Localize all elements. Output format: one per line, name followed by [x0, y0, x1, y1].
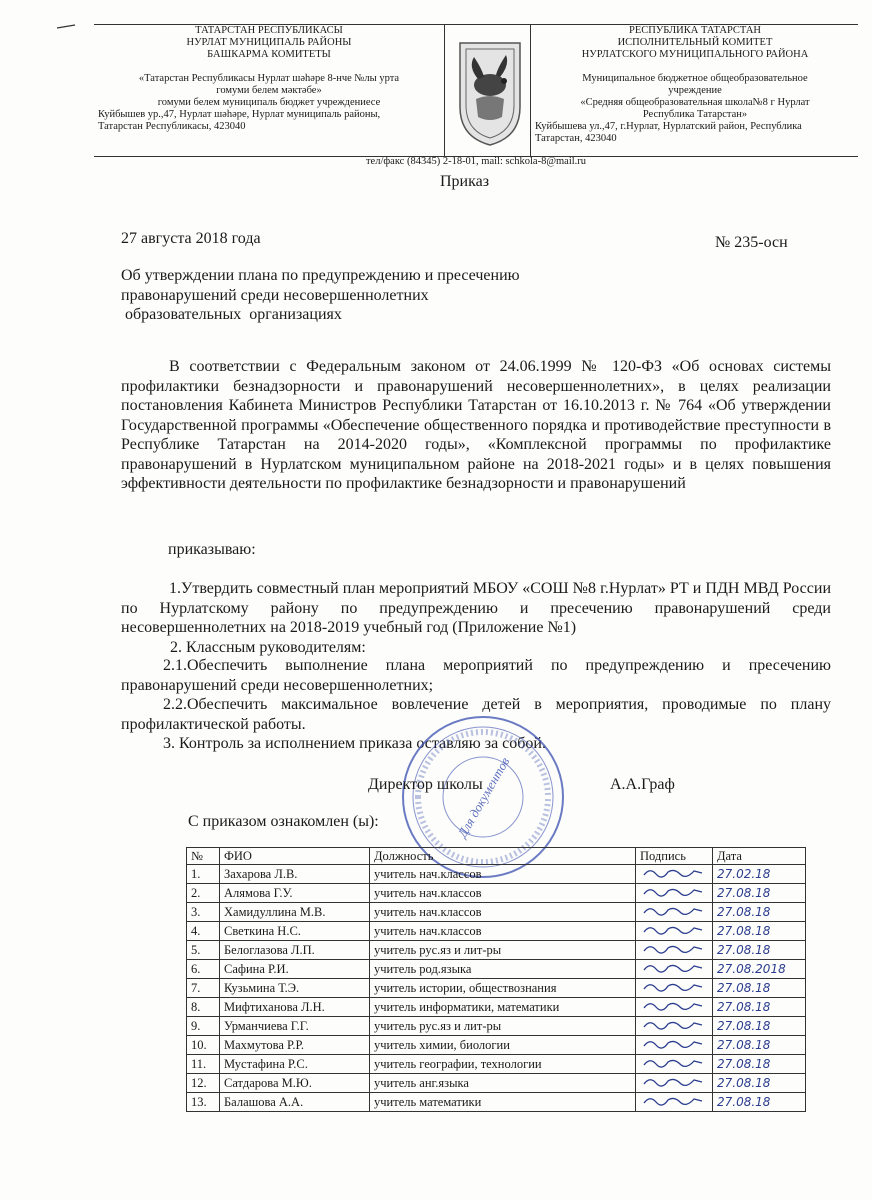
table-row [187, 922, 806, 941]
item-2-2: 2.2.Обеспечить максимальное вовлечение детей в мероприятия, проводимые по плану профилактической работы. [121, 696, 831, 733]
document-title: Приказ [440, 173, 490, 190]
preamble-paragraph: В соответствии с Федеральным законом от 24.06.1999 № 120-ФЗ «Об основах системы профилактики безнадзорности и правонарушений несовершеннолетних», в целях реализации постановления Кабинета Министров Республики Татарстан от 16.10.2013 г. № 764 «Об утверждении Государственной программы «Обеспечение общественного порядка и противодействие преступности в Республике Татарстан на 2014-2020 годы», «Комплексной программы по профилактике правонарушений в Нурлатском муниципальном районе на 2018-2021 годы» и в целях повышения эффективности деятельности по профилактике безнадзорности и правонарушений [121, 358, 831, 492]
cell-position: учитель рус.яз и лит-ры [370, 1017, 636, 1036]
cell-signature [636, 1055, 713, 1074]
order-date: 27 августа 2018 года [121, 230, 261, 247]
table-row [187, 960, 806, 979]
cell-number: 13. [187, 1093, 220, 1112]
cell-date: 27.08.18 [713, 1017, 806, 1036]
lh-right-line9: Татарстан, 423040 [535, 133, 617, 144]
subject-line2: правонарушений среди несовершеннолетних [121, 286, 429, 304]
handwritten-signature-icon [640, 922, 706, 936]
decree-word: приказываю: [168, 541, 256, 558]
letterhead-tatar [94, 25, 445, 156]
handwritten-signature-icon [640, 1017, 706, 1031]
handwritten-signature-icon [640, 1055, 706, 1069]
handwritten-signature-icon [640, 1093, 706, 1107]
director-name: А.А.Граф [610, 776, 675, 793]
letterhead-russian [530, 25, 859, 156]
table-header-row [187, 848, 806, 865]
col-header-name: ФИО [220, 848, 370, 865]
subject-line3: образовательных организациях [121, 306, 342, 323]
col-header-position: Должность [370, 848, 636, 865]
cell-number: 5. [187, 941, 220, 960]
table-row [187, 1055, 806, 1074]
cell-name: Мустафина Р.С. [220, 1055, 370, 1074]
handwritten-signature-icon [640, 941, 706, 955]
cell-number: 8. [187, 998, 220, 1017]
cell-name: Белоглазова Л.П. [220, 941, 370, 960]
lh-left-line2: НУРЛАТ МУНИЦИПАЛЬ РАЙОНЫ [186, 37, 352, 48]
director-title: Директор школы [368, 776, 483, 793]
table-row [187, 865, 806, 884]
cell-name: Сафина Р.И. [220, 960, 370, 979]
cell-date: 27.08.18 [713, 941, 806, 960]
col-header-date: Дата [713, 848, 806, 865]
cell-name: Мифтиханова Л.Н. [220, 998, 370, 1017]
cell-position: учитель истории, обществознания [370, 979, 636, 998]
cell-signature [636, 1017, 713, 1036]
handwritten-signature-icon [640, 1036, 706, 1050]
table-body [187, 865, 806, 1112]
cell-number: 11. [187, 1055, 220, 1074]
cell-position: учитель математики [370, 1093, 636, 1112]
handwritten-signature-icon [640, 979, 706, 993]
handwritten-signature-icon [640, 903, 706, 917]
cell-number: 10. [187, 1036, 220, 1055]
cell-number: 6. [187, 960, 220, 979]
lh-right-line4: Муниципальное бюджетное общеобразовательное [582, 73, 808, 84]
cell-position: учитель нач.классов [370, 903, 636, 922]
cell-number: 9. [187, 1017, 220, 1036]
cell-name: Хамидуллина М.В. [220, 903, 370, 922]
cell-position: учитель химии, биологии [370, 1036, 636, 1055]
cell-date: 27.08.18 [713, 1074, 806, 1093]
table-row [187, 1074, 806, 1093]
subject-line1: Об утверждении плана по предупреждению и пресечению [121, 267, 520, 284]
lh-left-line7: Куйбышев ур.,47, Нурлат шәһәре, Нурлат муниципаль районы, [98, 109, 381, 120]
cell-name: Балашова А.А. [220, 1093, 370, 1112]
cell-name: Махмутова Р.Р. [220, 1036, 370, 1055]
col-header-number: № [187, 848, 220, 865]
cell-signature [636, 1074, 713, 1093]
handwritten-signature-icon [640, 960, 706, 974]
table-row [187, 884, 806, 903]
cell-date: 27.08.18 [713, 998, 806, 1017]
lh-left-line6: гомуми белем муниципаль бюджет учреждениесе [157, 97, 381, 108]
cell-position: учитель нач.классов [370, 922, 636, 941]
item-2: 2. Классным руководителям: [170, 639, 366, 656]
cell-name: Алямова Г.У. [220, 884, 370, 903]
cell-signature [636, 884, 713, 903]
cell-date: 27.08.18 [713, 884, 806, 903]
order-number: № 235-осн [715, 234, 788, 251]
item-1: 1.Утвердить совместный план мероприятий МБОУ «СОШ №8 г.Нурлат» РТ и ПДН МВД России по Нурлатскому району по предупреждению и пресечению правонарушений среди несовершеннолетних на 2018-2019 учебный год (Приложение №1) [121, 580, 831, 636]
coat-of-arms-icon [454, 37, 526, 149]
table-row [187, 941, 806, 960]
cell-date: 27.08.18 [713, 1093, 806, 1112]
lh-left-line1: ТАТАРСТАН РЕСПУБЛИКАСЫ [195, 25, 343, 36]
cell-position: учитель нач.классов [370, 884, 636, 903]
cell-number: 12. [187, 1074, 220, 1093]
cell-signature [636, 1093, 713, 1112]
corner-mark-icon [56, 22, 76, 32]
lh-left-line4: «Татарстан Республикасы Нурлат шәһәре 8-нче №лы урта [138, 73, 400, 84]
acquaintance-table [186, 847, 806, 1112]
cell-position: учитель информатики, математики [370, 998, 636, 1017]
cell-signature [636, 865, 713, 884]
cell-signature [636, 979, 713, 998]
cell-number: 1. [187, 865, 220, 884]
lh-right-line8: Куйбышева ул.,47, г.Нурлат, Нурлатский район, Республика [535, 121, 802, 132]
cell-signature [636, 960, 713, 979]
col-header-signature: Подпись [636, 848, 713, 865]
table-row [187, 1036, 806, 1055]
handwritten-signature-icon [640, 1074, 706, 1088]
cell-signature [636, 922, 713, 941]
stamp-center-text: Для документов [454, 754, 513, 840]
cell-date: 27.02.18 [713, 865, 806, 884]
cell-name: Светкина Н.С. [220, 922, 370, 941]
table-row [187, 979, 806, 998]
cell-date: 27.08.18 [713, 979, 806, 998]
cell-date: 27.08.18 [713, 903, 806, 922]
lh-left-line5: гомуми белем мәктәбе» [216, 85, 322, 96]
table-row [187, 903, 806, 922]
cell-signature [636, 1036, 713, 1055]
handwritten-signature-icon [640, 998, 706, 1012]
lh-right-line7: Республика Татарстан» [642, 109, 748, 120]
cell-number: 7. [187, 979, 220, 998]
cell-position: учитель нач.классов [370, 865, 636, 884]
cell-date: 27.08.18 [713, 1036, 806, 1055]
lh-right-line6: «Средняя общеобразовательная школа№8 г Нурлат [580, 97, 810, 108]
handwritten-signature-icon [640, 884, 706, 898]
cell-number: 4. [187, 922, 220, 941]
cell-name: Кузьмина Т.Э. [220, 979, 370, 998]
cell-signature [636, 903, 713, 922]
contact-line: тел/факс (84345) 2-18-01, mail: schkola-8@mail.ru [365, 156, 587, 167]
cell-date: 27.08.18 [713, 1055, 806, 1074]
lh-right-line1: РЕСПУБЛИКА ТАТАРСТАН [628, 25, 761, 36]
lh-right-line2: ИСПОЛНИТЕЛЬНЫЙ КОМИТЕТ [617, 37, 773, 48]
item-2-1: 2.1.Обеспечить выполнение плана мероприятий по предупреждению и пресечению правонарушений среди несовершеннолетних; [121, 657, 831, 694]
table-row [187, 1093, 806, 1112]
cell-date: 27.08.2018 [713, 960, 806, 979]
table-row [187, 1017, 806, 1036]
handwritten-signature-icon [640, 865, 706, 879]
cell-name: Урманчиева Г.Г. [220, 1017, 370, 1036]
cell-position: учитель род.языка [370, 960, 636, 979]
table-row [187, 998, 806, 1017]
cell-name: Сатдарова М.Ю. [220, 1074, 370, 1093]
cell-position: учитель рус.яз и лит-ры [370, 941, 636, 960]
cell-position: учитель географии, технологии [370, 1055, 636, 1074]
cell-number: 2. [187, 884, 220, 903]
cell-date: 27.08.18 [713, 922, 806, 941]
order-subject [121, 266, 641, 325]
letterhead [94, 24, 858, 157]
cell-name: Захарова Л.В. [220, 865, 370, 884]
cell-number: 3. [187, 903, 220, 922]
acquaintance-label: С приказом ознакомлен (ы): [188, 813, 379, 830]
cell-position: учитель анг.языка [370, 1074, 636, 1093]
lh-left-line8: Татарстан Республикасы, 423040 [98, 121, 246, 132]
cell-signature [636, 998, 713, 1017]
item-3: 3. Контроль за исполнением приказа оставляю за собой. [163, 735, 546, 752]
lh-right-line5: учреждение [668, 85, 722, 96]
lh-right-line3: НУРЛАТСКОГО МУНИЦИПАЛЬНОГО РАЙОНА [581, 49, 809, 60]
lh-left-line3: БАШКАРМА КОМИТЕТЫ [207, 49, 331, 60]
cell-signature [636, 941, 713, 960]
